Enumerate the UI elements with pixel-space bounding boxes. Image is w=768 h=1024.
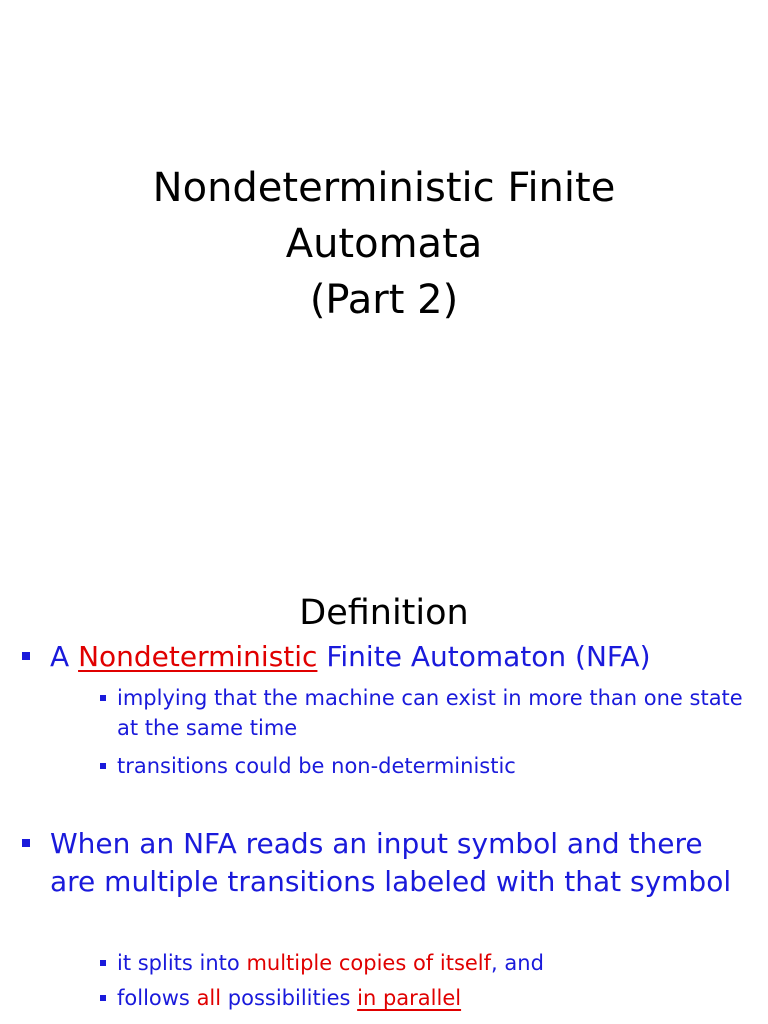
sub-bullet-marker xyxy=(100,960,106,966)
sub-bullet-marker xyxy=(100,695,106,701)
sub-bullet-text-prefix: it splits into xyxy=(117,951,247,975)
bullet-text: When an NFA reads an input symbol and there are multiple transitions labeled with that symbol xyxy=(50,827,732,898)
sub-bullet-text-suffix: , and xyxy=(491,951,544,975)
definition-slide xyxy=(0,512,768,1024)
highlight-nondeterministic: Nondeterministic xyxy=(78,640,318,673)
sub-bullet-text-prefix: follows xyxy=(117,986,197,1010)
sub-bullet-multiple-states xyxy=(117,683,757,743)
sub-bullet-splits xyxy=(117,948,757,978)
sub-bullet-text: transitions could be non-deterministic xyxy=(117,754,516,778)
title-line-1: Nondeterministic Finite xyxy=(152,165,616,211)
highlight-multiple-copies: multiple copies of itself xyxy=(246,951,492,975)
bullet-nfa-definition xyxy=(50,638,750,676)
sub-bullet-text: implying that the machine can exist in more than one state at the same time xyxy=(117,686,743,740)
bullet-nfa-reads-symbol xyxy=(50,825,750,901)
slide-title xyxy=(0,160,768,328)
sub-bullet-text-middle: possibilities xyxy=(221,986,358,1010)
highlight-in-parallel: in parallel xyxy=(357,986,462,1010)
bullet-text-suffix: Finite Automaton (NFA) xyxy=(317,640,651,673)
sub-bullet-marker xyxy=(100,995,106,1001)
slide-heading: Definition xyxy=(299,593,469,633)
bullet-marker xyxy=(22,839,30,847)
sub-bullet-non-deterministic xyxy=(117,751,757,781)
highlight-all: all xyxy=(196,986,222,1010)
title-line-2: Automata xyxy=(285,221,483,267)
title-line-3: (Part 2) xyxy=(309,277,459,323)
sub-bullet-marker xyxy=(100,763,106,769)
sub-bullet-parallel xyxy=(117,983,757,1013)
bullet-text-prefix: A xyxy=(50,640,79,673)
bullet-marker xyxy=(22,652,30,660)
